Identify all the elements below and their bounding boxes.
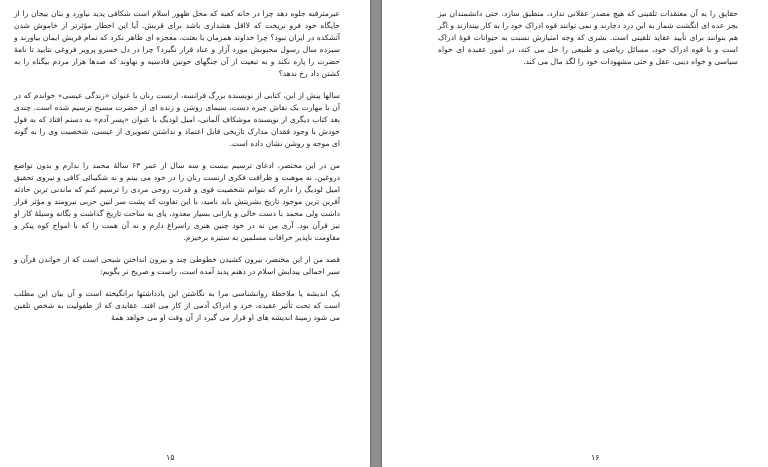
paragraph: من در این مختصر، ادعای ترسیم بیست و سه سال از عمر ۶۳ سالهٔ محمد را ندارم و بدون تواضع دروغین، نه موهبت و ظرافت فکری ارنست رنان را در خود می بینم و نه شکیبائی کافی و نیروی تحقیق امیل لودیگ را دارم که بتوانم شخصیت قوی و قدرت روحی مردی را ترسیم کنم که ماندنی ترین حادثه آفرین ترین موجود تاریخ بشریتش باید نامید، با این تفاوت که پشت سر لنین حزبی نیرومند و مؤثر قرار داشت ولی محمد با دست خالی و یارانی بسیار معدود، پای به ساحت تاریخ گذاشت و بگانه وسیلهٔ کار او نیز قرآن بود. آری من نه در خود چنین هنری راسراغ دارم و نه آن همت را که با امواج کوه پیکر و مقاومت ناپذیر خرافات مسلمین به ستیزه برخیزم.: [14, 161, 340, 242]
paragraph: سالها پیش از این، کتابی از نویسنده بزرگ فرانسه، ارنست رنان با عنوان «زندگی عیسی» خواندم که در آن با مهارت یک نقاش چیره دست، سیمای روشن و زنده ای از حضرت مسیح ترسیم شده است. چندی بعد کتاب دیگری از نویسنده موشکاف آلمانی، امیل لودیگ با عنوان «پسر آدم» به دستم افتاد که به قول خودش با وجود فقدان مدارک تاریخی قابل اعتماد و نداشتن تصویری از عیسی، شخصیت وی را به گونه ای موجه و روشن نشان داده است.: [14, 91, 340, 148]
right-page: [381, 0, 768, 467]
page-number: ۱۵: [166, 453, 175, 462]
page-number: ۱۶: [591, 453, 600, 462]
paragraph: یک اندیشه یا ملاحظهٔ روانشناسی مرا به نگاشتن این یادداشتها برانگیخته است و آن بیان این مطلب است که تحت تأثیر عقیده، خرد و ادراک آدمی از کار می افتد. عقایدی که از طفولیت به شخص تلقین می شود زمینهٔ اندیشه های او قرار می گیرد از آن وقت او می خواهد همهٔ: [14, 289, 340, 322]
left-page-text: [14, 8, 340, 334]
left-page: [0, 0, 371, 467]
paragraph: حقایق را به آن معتقدات تلقینی که هیچ مصدر عقلانی ندارد، منطبق سازد. حتی دانشمندان نیز بجز عده ای انگشت شمار به این درد دچارند و نمی توانند قوه ادراک خود را به کار بیندازند و اگر هم بتوانند برای تأیید عقاید تلقینی است. بشری که وجه امتیازش نسبت به حیوانات قوهٔ ادراک است و با قوه ادراک خود، مسائل ریاضی و طبیعی را حل می کند، در امور عقیده ای خواه سیاسی و خواه دینی، عقل و حتی مشهودات خود را لگد مال می کند.: [438, 9, 738, 66]
paragraph: عیرمترقبه جلوه دهد چرا در خانه کعبه که محل ظهور اسلام است شکافی پدید نیاورد و بتان بیجان را از جایگاه خود فرو نریخت که لااقل هشداری باشد برای قریش. آیا این اخطار مؤثرتر از خاموش شدن آتشکده در ایران نبود؟ چرا خداوند همزمان با بعثت، معجزه ای ظاهر نکرد که تمام قریش ایمان بیاورند و سیزده سال رسول محبوبش مورد آزار و عناد قرار نگیرد؟ چرا در دل خسرو پرویز فروغی نتابید تا نامهٔ حضرت را پاره نکند و به تبعیت از آن جنگهای خونین قادسیه و نهاوند که صدها هزار مردم بیگناه را به کشتن داد رخ ندهد؟: [14, 9, 340, 78]
right-page-text: [438, 8, 738, 78]
paragraph: قصد من از این مختصر، بیرون کشیدن خطوطی چند و بیرون انداختن شبحی است که از خواندن قرآن و سیر اجمالی پیدایش اسلام در ذهنم پدید آمده است، راست و صریح تر بگویم:: [14, 255, 340, 276]
